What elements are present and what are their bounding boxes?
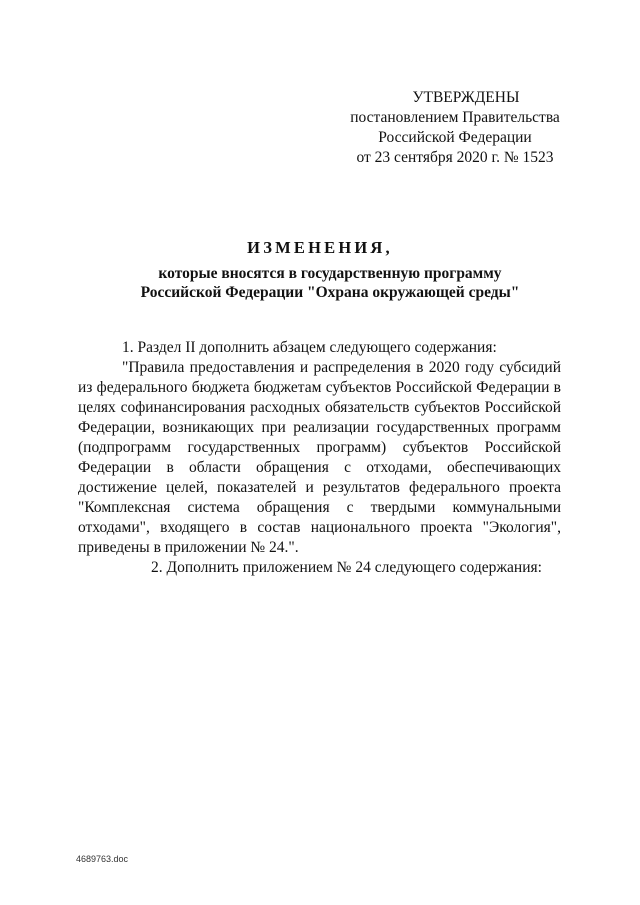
- document-body: [78, 338, 561, 578]
- approval-heading: УТВЕРЖДЕНЫ: [412, 89, 520, 106]
- document-subtitle: [80, 264, 580, 302]
- approval-line-authority: Российской Федерации: [378, 129, 532, 146]
- approval-line-decree: постановлением Правительства: [350, 109, 560, 126]
- paragraph-quote: "Правила предоставления и распределения в 2020 году субсидий из федерального бюджета бюджетам субъектов Российской Федерации в целях софинансирования расходных обязательств субъектов Российской Федерации, возникающих при реализации государственных программ (подпрограмм государственных программ) субъектов Российской Федерации в области обращения с отходами, обеспечивающих достижение целей, показателей и результатов федерального проекта "Комплексная система обращения с твердыми коммунальными отходами", входящего в состав национального проекта "Экология", приведены в приложении № 24.".: [78, 359, 561, 556]
- subtitle-line-1: которые вносятся в государственную программу: [158, 265, 502, 282]
- document-title: ИЗМЕНЕНИЯ,: [247, 238, 393, 257]
- paragraph-item-2: 2. Дополнить приложением № 24 следующего содержания:: [151, 559, 542, 576]
- approval-stamp: [340, 88, 570, 168]
- approval-line-date: от 23 сентября 2020 г. № 1523: [356, 149, 554, 166]
- subtitle-line-2: Российской Федерации "Охрана окружающей среды": [140, 284, 520, 301]
- file-name-footer: 4689763.doc: [76, 854, 129, 864]
- paragraph-item-1: 1. Раздел II дополнить абзацем следующего содержания:: [122, 339, 497, 356]
